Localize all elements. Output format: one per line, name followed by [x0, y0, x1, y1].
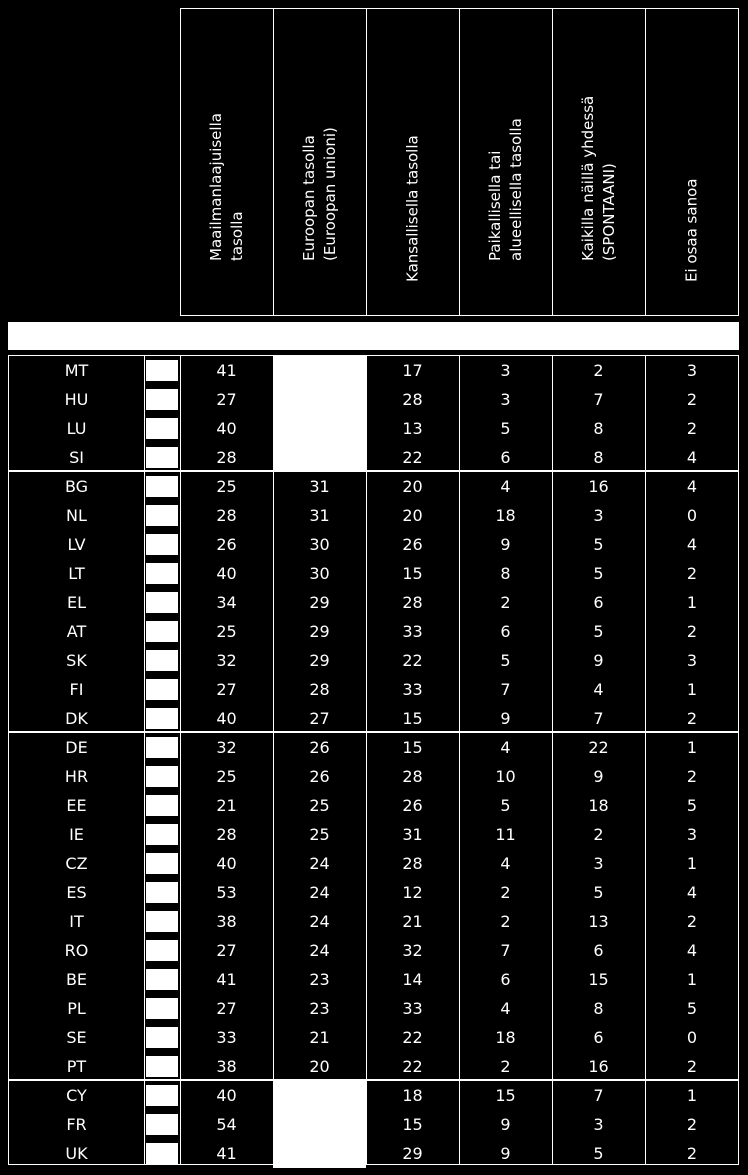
value-cell-col-6: 2 — [686, 1057, 698, 1076]
value-cell-col-4: 9 — [500, 535, 511, 554]
value-cell-col-4: 18 — [495, 506, 516, 525]
value-cell-col-6: 2 — [686, 709, 698, 728]
value-cell-col-2: 21 — [309, 1028, 330, 1047]
value-cell-col-5: 4 — [593, 680, 604, 699]
value-cell-col-5: 7 — [593, 709, 604, 728]
value-cell-col-6: 2 — [686, 1115, 698, 1134]
table-row — [9, 733, 738, 762]
country-flag-placeholder — [146, 766, 178, 787]
table-row — [9, 791, 738, 820]
value-cell-col-3: 15 — [402, 1115, 423, 1134]
value-cell-col-3: 20 — [402, 477, 423, 496]
value-cell-col-5: 22 — [588, 738, 609, 757]
country-code: SI — [69, 448, 84, 467]
value-cell-col-2: 28 — [309, 680, 330, 699]
value-cell-col-4: 6 — [500, 622, 511, 641]
value-cell-col-4: 10 — [495, 767, 516, 786]
table-row — [9, 617, 738, 646]
value-cell-col-6: 4 — [686, 941, 698, 960]
country-code: LV — [67, 535, 86, 554]
value-cell-col-5: 6 — [593, 941, 604, 960]
country-flag-placeholder — [146, 882, 178, 903]
value-cell-col-1: 40 — [216, 709, 237, 728]
value-cell-col-6: 5 — [686, 796, 698, 815]
table-row — [9, 414, 738, 443]
value-cell-col-6: 2 — [686, 767, 698, 786]
value-cell-col-4: 4 — [500, 999, 511, 1018]
table-row — [9, 356, 738, 385]
value-cell-col-6: 3 — [686, 825, 698, 844]
country-flag-placeholder — [146, 505, 178, 526]
value-cell-col-4: 2 — [500, 883, 511, 902]
value-cell-col-5: 8 — [593, 999, 604, 1018]
value-cell-col-2: 24 — [309, 883, 330, 902]
value-cell-col-5: 7 — [593, 1086, 604, 1105]
value-cell-col-4: 2 — [500, 912, 511, 931]
value-cell-col-1: 40 — [216, 854, 237, 873]
value-cell-col-1: 27 — [216, 999, 237, 1018]
value-cell-col-2: 29 — [309, 622, 330, 641]
value-cell-col-4: 6 — [500, 970, 511, 989]
table-row — [9, 762, 738, 791]
country-code: UK — [65, 1144, 88, 1163]
table-row — [9, 472, 738, 501]
value-cell-col-3: 28 — [402, 767, 423, 786]
value-cell-col-5: 13 — [588, 912, 609, 931]
value-cell-col-2: 20 — [309, 1057, 330, 1076]
country-flag-placeholder — [146, 1114, 178, 1135]
table-row — [9, 1081, 738, 1110]
country-flag-placeholder — [146, 679, 178, 700]
value-cell-col-3: 26 — [402, 796, 423, 815]
value-cell-col-6: 1 — [686, 854, 698, 873]
country-flag-placeholder — [146, 650, 178, 671]
country-flag-placeholder — [146, 824, 178, 845]
value-cell-col-4: 18 — [495, 1028, 516, 1047]
value-cell-col-6: 4 — [686, 448, 698, 467]
table-row — [9, 994, 738, 1023]
column-header-label: Paikallisella tai alueellisella tasolla — [486, 118, 525, 261]
country-code: SE — [66, 1028, 87, 1047]
country-flag-placeholder — [146, 1056, 178, 1077]
value-cell-col-4: 3 — [500, 390, 511, 409]
value-cell-col-5: 5 — [593, 535, 604, 554]
value-cell-col-4: 5 — [500, 796, 511, 815]
column-header-4 — [459, 8, 552, 316]
value-cell-col-3: 32 — [402, 941, 423, 960]
country-code: NL — [66, 506, 87, 525]
value-cell-col-6: 3 — [686, 361, 698, 380]
table-row — [9, 1110, 738, 1139]
column-header-label: Ei osaa sanoa — [682, 178, 701, 282]
table-row — [9, 1139, 738, 1168]
country-code: LT — [68, 564, 85, 583]
value-cell-col-3: 22 — [402, 1028, 423, 1047]
value-cell-col-4: 9 — [500, 1115, 511, 1134]
value-cell-col-6: 1 — [686, 738, 698, 757]
value-cell-col-6: 2 — [686, 419, 698, 438]
country-flag-placeholder — [146, 940, 178, 961]
value-cell-col-1: 33 — [216, 1028, 237, 1047]
value-cell-col-2: 24 — [309, 912, 330, 931]
value-cell-col-3: 28 — [402, 390, 423, 409]
value-cell-col-6: 2 — [686, 1144, 698, 1163]
value-cell-col-3: 33 — [402, 999, 423, 1018]
value-cell-col-3: 33 — [402, 622, 423, 641]
value-cell-col-1: 41 — [216, 1144, 237, 1163]
table-row — [9, 530, 738, 559]
value-cell-col-1: 25 — [216, 477, 237, 496]
country-code: DK — [65, 709, 88, 728]
grid-line — [366, 356, 367, 1164]
country-flag-placeholder — [146, 360, 178, 381]
value-cell-col-3: 22 — [402, 651, 423, 670]
country-code: HU — [64, 390, 89, 409]
value-cell-col-3: 15 — [402, 564, 423, 583]
value-cell-col-3: 15 — [402, 709, 423, 728]
value-cell-col-5: 2 — [593, 361, 604, 380]
value-cell-col-2: 31 — [309, 506, 330, 525]
value-cell-col-5: 16 — [588, 477, 609, 496]
value-cell-col-2: 23 — [309, 970, 330, 989]
value-cell-col-3: 15 — [402, 738, 423, 757]
value-cell-col-4: 6 — [500, 448, 511, 467]
country-code: AT — [66, 622, 87, 641]
value-cell-col-5: 3 — [593, 1115, 604, 1134]
value-cell-col-2: 31 — [309, 477, 330, 496]
value-cell-col-6: 2 — [686, 564, 698, 583]
header-separator-band — [8, 322, 739, 350]
value-cell-col-6: 4 — [686, 883, 698, 902]
country-flag-placeholder — [146, 998, 178, 1019]
value-cell-col-4: 5 — [500, 419, 511, 438]
country-flag-placeholder — [146, 389, 178, 410]
value-cell-col-1: 26 — [216, 535, 237, 554]
table-row — [9, 588, 738, 617]
grid-line — [552, 356, 553, 1164]
table-row — [9, 646, 738, 675]
table-row — [9, 559, 738, 588]
country-flag-placeholder — [146, 418, 178, 439]
value-cell-col-5: 3 — [593, 854, 604, 873]
country-code: BE — [65, 970, 88, 989]
country-code: HR — [64, 767, 89, 786]
column-header-label: Euroopan tasolla (Euroopan unioni) — [300, 127, 339, 261]
column-header-3 — [366, 8, 459, 316]
country-flag-placeholder — [146, 969, 178, 990]
value-cell-col-1: 25 — [216, 767, 237, 786]
eu-column-blank-bottom — [273, 1081, 366, 1168]
value-cell-col-4: 8 — [500, 564, 511, 583]
eu-column-blank-top — [273, 356, 366, 472]
value-cell-col-5: 8 — [593, 448, 604, 467]
value-cell-col-1: 41 — [216, 361, 237, 380]
value-cell-col-1: 38 — [216, 1057, 237, 1076]
country-code: EL — [66, 593, 87, 612]
value-cell-col-4: 7 — [500, 941, 511, 960]
country-code: CY — [66, 1086, 87, 1105]
value-cell-col-3: 29 — [402, 1144, 423, 1163]
value-cell-col-5: 9 — [593, 767, 604, 786]
value-cell-col-3: 31 — [402, 825, 423, 844]
table-row — [9, 501, 738, 530]
country-code: SK — [66, 651, 87, 670]
table-row — [9, 385, 738, 414]
country-flag-placeholder — [146, 1085, 178, 1106]
country-flag-placeholder — [146, 447, 178, 468]
column-header-label: Maailmanlaajuisella tasolla — [207, 113, 246, 261]
value-cell-col-1: 38 — [216, 912, 237, 931]
value-cell-col-3: 28 — [402, 593, 423, 612]
column-header-2 — [273, 8, 366, 316]
value-cell-col-4: 9 — [500, 709, 511, 728]
value-cell-col-1: 40 — [216, 564, 237, 583]
value-cell-col-3: 18 — [402, 1086, 423, 1105]
value-cell-col-3: 33 — [402, 680, 423, 699]
country-code: BG — [64, 477, 89, 496]
value-cell-col-5: 7 — [593, 390, 604, 409]
value-cell-col-3: 22 — [402, 1057, 423, 1076]
value-cell-col-6: 1 — [686, 970, 698, 989]
column-header-5 — [552, 8, 645, 316]
value-cell-col-2: 29 — [309, 593, 330, 612]
column-header-1 — [180, 8, 273, 316]
value-cell-col-1: 27 — [216, 390, 237, 409]
value-cell-col-2: 24 — [309, 854, 330, 873]
value-cell-col-2: 26 — [309, 738, 330, 757]
country-flag-placeholder — [146, 563, 178, 584]
value-cell-col-2: 27 — [309, 709, 330, 728]
value-cell-col-4: 2 — [500, 593, 511, 612]
value-cell-col-1: 40 — [216, 419, 237, 438]
country-code: LU — [66, 419, 87, 438]
value-cell-col-1: 28 — [216, 448, 237, 467]
value-cell-col-2: 25 — [309, 796, 330, 815]
value-cell-col-5: 5 — [593, 622, 604, 641]
value-cell-col-5: 2 — [593, 825, 604, 844]
value-cell-col-3: 13 — [402, 419, 423, 438]
country-flag-placeholder — [146, 795, 178, 816]
value-cell-col-4: 9 — [500, 1144, 511, 1163]
value-cell-col-2: 24 — [309, 941, 330, 960]
value-cell-col-2: 30 — [309, 564, 330, 583]
value-cell-col-1: 54 — [216, 1115, 237, 1134]
value-cell-col-3: 12 — [402, 883, 423, 902]
value-cell-col-5: 6 — [593, 1028, 604, 1047]
value-cell-col-4: 15 — [495, 1086, 516, 1105]
value-cell-col-1: 34 — [216, 593, 237, 612]
country-flag-placeholder — [146, 534, 178, 555]
value-cell-col-1: 53 — [216, 883, 237, 902]
column-header-label: Kaikilla näillä yhdessä (SPONTAANI) — [579, 95, 618, 261]
country-code: MT — [64, 361, 89, 380]
table-row — [9, 936, 738, 965]
country-code: ES — [66, 883, 87, 902]
value-cell-col-3: 17 — [402, 361, 423, 380]
value-cell-col-5: 5 — [593, 1144, 604, 1163]
data-table — [8, 355, 739, 1165]
value-cell-col-1: 25 — [216, 622, 237, 641]
value-cell-col-5: 16 — [588, 1057, 609, 1076]
value-cell-col-2: 26 — [309, 767, 330, 786]
value-cell-col-4: 11 — [495, 825, 516, 844]
value-cell-col-5: 5 — [593, 564, 604, 583]
value-cell-col-5: 18 — [588, 796, 609, 815]
country-flag-placeholder — [146, 1027, 178, 1048]
country-flag-placeholder — [146, 708, 178, 729]
country-flag-placeholder — [146, 737, 178, 758]
value-cell-col-2: 25 — [309, 825, 330, 844]
value-cell-col-6: 4 — [686, 535, 698, 554]
value-cell-col-5: 5 — [593, 883, 604, 902]
value-cell-col-3: 26 — [402, 535, 423, 554]
value-cell-col-1: 32 — [216, 738, 237, 757]
value-cell-col-6: 1 — [686, 1086, 698, 1105]
table-row — [9, 704, 738, 733]
value-cell-col-1: 28 — [216, 825, 237, 844]
value-cell-col-6: 5 — [686, 999, 698, 1018]
value-cell-col-6: 0 — [686, 1028, 698, 1047]
value-cell-col-1: 40 — [216, 1086, 237, 1105]
value-cell-col-4: 2 — [500, 1057, 511, 1076]
value-cell-col-5: 8 — [593, 419, 604, 438]
value-cell-col-4: 4 — [500, 477, 511, 496]
value-cell-col-5: 6 — [593, 593, 604, 612]
country-code: CZ — [65, 854, 88, 873]
country-flag-placeholder — [146, 853, 178, 874]
country-flag-placeholder — [146, 1143, 178, 1164]
country-flag-placeholder — [146, 911, 178, 932]
country-flag-placeholder — [146, 592, 178, 613]
country-flag-placeholder — [146, 476, 178, 497]
grid-line — [645, 356, 646, 1164]
value-cell-col-5: 3 — [593, 506, 604, 525]
grid-line — [180, 356, 181, 1164]
value-cell-col-2: 30 — [309, 535, 330, 554]
value-cell-col-6: 1 — [686, 593, 698, 612]
grid-line — [144, 356, 145, 1164]
value-cell-col-3: 21 — [402, 912, 423, 931]
table-row — [9, 1052, 738, 1081]
value-cell-col-5: 15 — [588, 970, 609, 989]
value-cell-col-1: 21 — [216, 796, 237, 815]
country-code: IT — [69, 912, 84, 931]
value-cell-col-3: 22 — [402, 448, 423, 467]
value-cell-col-1: 27 — [216, 941, 237, 960]
table-row — [9, 849, 738, 878]
value-cell-col-2: 29 — [309, 651, 330, 670]
country-code: EE — [66, 796, 87, 815]
value-cell-col-6: 2 — [686, 390, 698, 409]
column-header-6 — [645, 8, 739, 316]
country-code: FI — [69, 680, 84, 699]
value-cell-col-6: 3 — [686, 651, 698, 670]
grid-line — [459, 356, 460, 1164]
value-cell-col-6: 1 — [686, 680, 698, 699]
table-row — [9, 1023, 738, 1052]
value-cell-col-4: 3 — [500, 361, 511, 380]
value-cell-col-4: 4 — [500, 854, 511, 873]
value-cell-col-3: 20 — [402, 506, 423, 525]
grid-line — [273, 356, 274, 1164]
country-code: DE — [65, 738, 88, 757]
value-cell-col-1: 28 — [216, 506, 237, 525]
country-code: FR — [66, 1115, 87, 1134]
table-row — [9, 965, 738, 994]
country-flag-placeholder — [146, 621, 178, 642]
value-cell-col-1: 27 — [216, 680, 237, 699]
value-cell-col-2: 23 — [309, 999, 330, 1018]
value-cell-col-1: 41 — [216, 970, 237, 989]
value-cell-col-6: 0 — [686, 506, 698, 525]
value-cell-col-1: 32 — [216, 651, 237, 670]
value-cell-col-4: 4 — [500, 738, 511, 757]
table-row — [9, 878, 738, 907]
country-code: PT — [66, 1057, 87, 1076]
value-cell-col-5: 9 — [593, 651, 604, 670]
value-cell-col-3: 28 — [402, 854, 423, 873]
value-cell-col-6: 4 — [686, 477, 698, 496]
value-cell-col-4: 5 — [500, 651, 511, 670]
country-code: RO — [64, 941, 89, 960]
table-row — [9, 675, 738, 704]
value-cell-col-6: 2 — [686, 622, 698, 641]
column-header-label: Kansallisella tasolla — [403, 135, 422, 282]
table-row — [9, 443, 738, 472]
country-code: PL — [67, 999, 86, 1018]
table-row — [9, 907, 738, 936]
country-code: IE — [69, 825, 84, 844]
table-row — [9, 820, 738, 849]
value-cell-col-6: 2 — [686, 912, 698, 931]
value-cell-col-3: 14 — [402, 970, 423, 989]
value-cell-col-4: 7 — [500, 680, 511, 699]
